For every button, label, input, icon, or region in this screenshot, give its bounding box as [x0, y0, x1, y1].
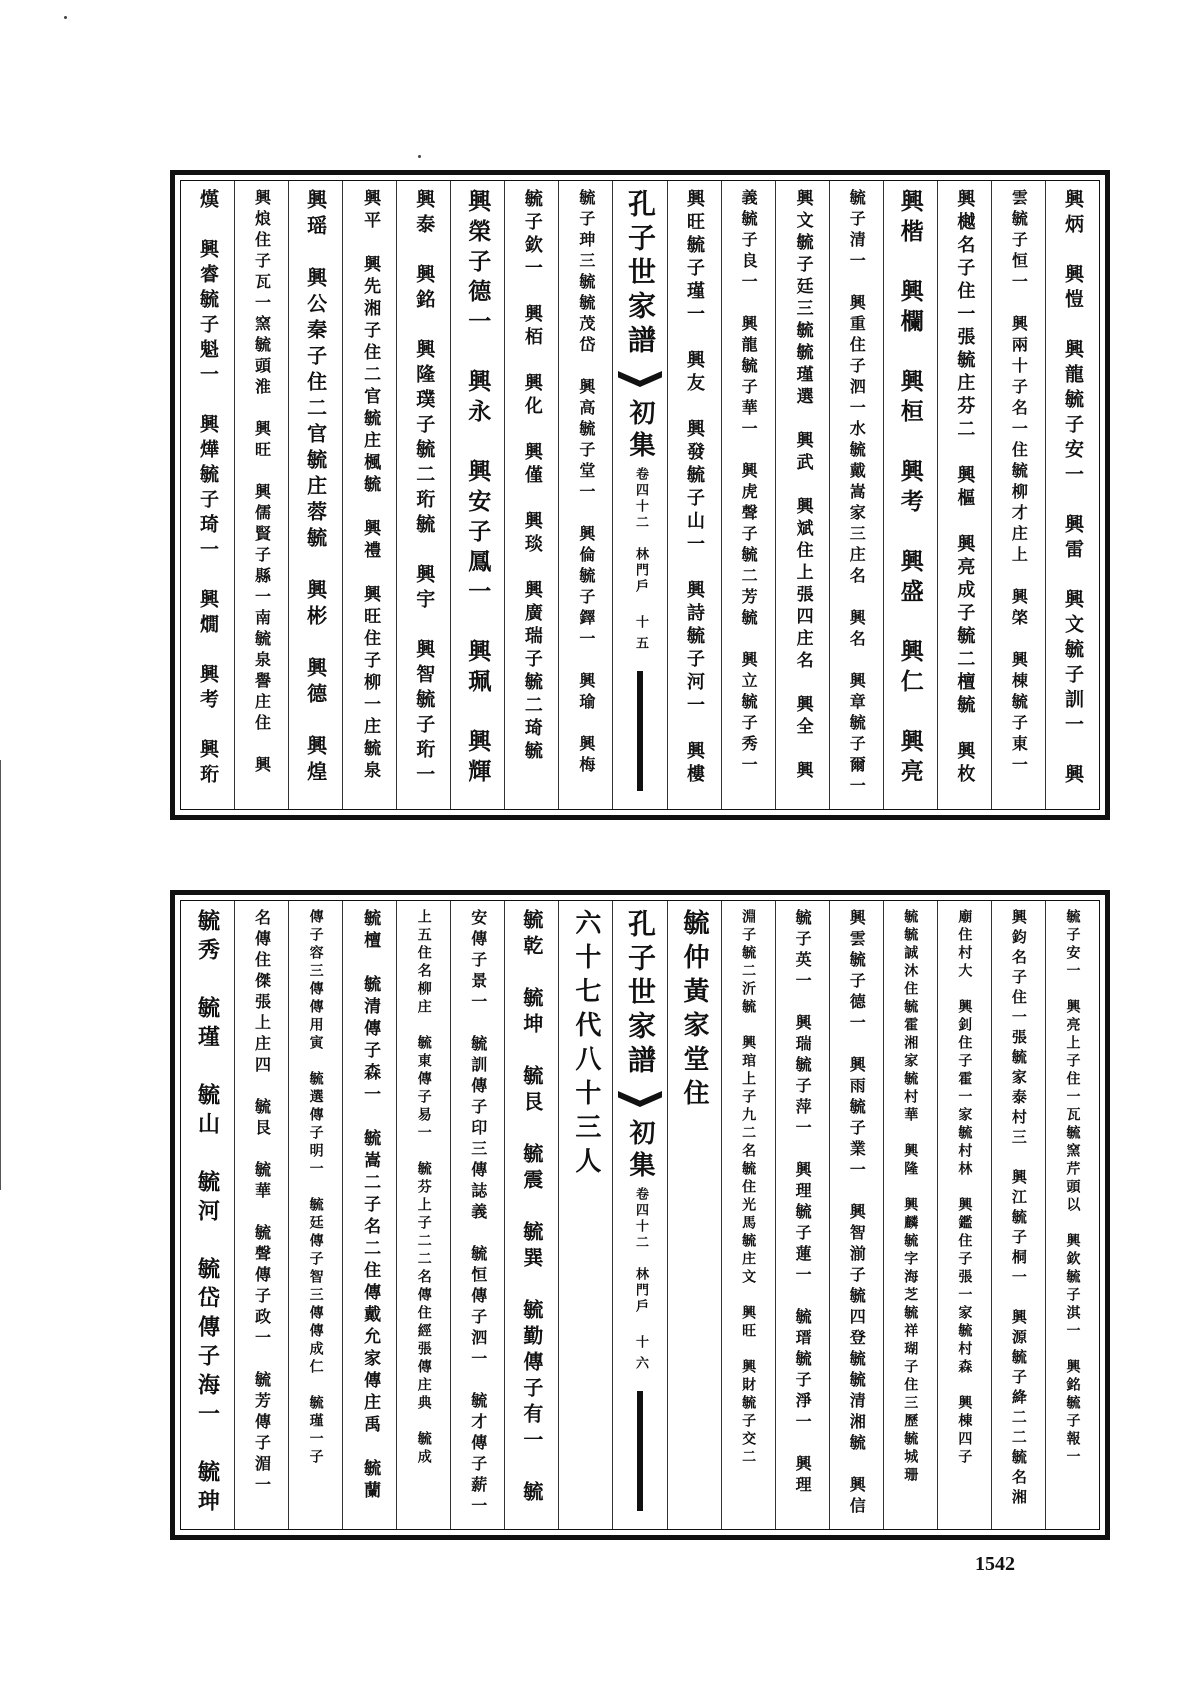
column-text: 傳子容三傳傳用寅 毓選傳子明一 毓廷傳子智三傳傳成仁 毓瑾一子 [307, 909, 324, 1467]
text-column [937, 901, 991, 1529]
text-column [721, 901, 775, 1529]
text-column [181, 181, 234, 809]
column-text: 雲毓子恒一 興兩十子名一住毓柳才庄上 興棨 興棟毓子東一 [1009, 189, 1029, 777]
column-text: 興泰 興銘 興隆璞子毓二珩毓 興宇 興智毓子珩一 [413, 189, 436, 789]
fish-tail-mark-icon [618, 1085, 662, 1113]
spine-subtitle: 初集 [624, 1119, 655, 1183]
column-text: 毓毓誠沐住毓霍湘家毓村華 興隆 興麟毓字海芝毓祥瑚子住三歷毓城珊 [902, 909, 919, 1485]
text-column [288, 901, 342, 1529]
spine-volume: 卷四十二 林門戶 [632, 1187, 648, 1315]
spine-title: 孔子世家譜 [623, 189, 657, 359]
text-column [450, 901, 504, 1529]
text-column [775, 901, 829, 1529]
column-text: 毓子安一 興亮上子住一瓦毓窯芹頭以 興欽毓子淇一 興銘毓子報一 [1064, 909, 1081, 1467]
text-column [667, 901, 721, 1529]
spine-column [612, 181, 666, 809]
text-column [883, 181, 937, 809]
text-column [396, 901, 450, 1529]
fish-tail-mark-icon [618, 365, 662, 393]
text-column [667, 181, 721, 809]
spine-page-number: 十六 [632, 1335, 648, 1377]
column-text: 興烺住子瓦一窯毓頭淮 興旺 興儒賢子縣一南毓泉譽庄住 興 [252, 189, 272, 777]
scan-speck [418, 155, 421, 158]
text-column [829, 181, 883, 809]
column-text: 毓子珅三毓毓茂岱 興高毓子堂一 興倫毓子鐸一 興瑜 興梅 [576, 189, 596, 777]
spine-subtitle: 初集 [624, 399, 655, 463]
text-column [883, 901, 937, 1529]
spine-column [612, 901, 666, 1529]
column-text: 毓檀 毓清傳子森一 毓嵩二子名二住傳戴允家傳庄禹 毓蘭 [360, 909, 381, 1503]
bottom-page-panel [170, 890, 1110, 1540]
column-text: 興楷 興欄 興桓 興考 興盛 興仁 興亮 [896, 189, 924, 789]
column-text: 名傳住傑張上庄四 毓艮 毓華 毓聲傳子政一 毓芳傳子湄一 [252, 909, 272, 1497]
column-text: 毓子英一 興瑞毓子萍一 興理毓子蓮一 毓瑨毓子淨一 興理 [793, 909, 813, 1497]
text-column [181, 901, 234, 1529]
text-column [937, 181, 991, 809]
column-text: 毓秀 毓瑾 毓山 毓河 毓岱傳子海一 毓珅 [194, 909, 221, 1518]
spine-bar [637, 1391, 643, 1511]
spine-page-number: 十五 [632, 615, 648, 657]
top-page-panel [170, 170, 1110, 820]
page-number: 1542 [975, 1553, 1015, 1575]
top-columns [180, 180, 1100, 810]
column-text: 廟住村大 興釗住子霍一家毓村林 興鑑住子張一家毓村森 興棟四子 [956, 909, 973, 1467]
column-text: 上五住名柳庄 毓東傳子易一 毓芬上子二二名傳住經張傳庄典 毓成 [415, 909, 432, 1467]
spine-volume: 卷四十二 林門戶 [632, 467, 648, 595]
text-column [234, 901, 288, 1529]
text-column [1045, 901, 1099, 1529]
text-column [829, 901, 883, 1529]
spine-bar [637, 671, 643, 791]
column-text: 毓子欽一 興栢 興化 興僅 興琰 興廣瑞子毓二琦毓 [521, 189, 543, 764]
bottom-columns [180, 900, 1100, 1530]
text-column [288, 181, 342, 809]
column-text: 興旺毓子瑾一 興友 興發毓子山一 興詩毓子河一 興樓 [684, 189, 706, 787]
column-text: 興樾名子住一張毓庄芬二 興樞 興亮成子毓二檀毓 興枚 [954, 189, 976, 787]
column-text: 興瑶 興公秦子住二官毓庄蓉毓 興彬 興德 興煌 [303, 189, 328, 787]
column-text: 毓仲黃家堂住 [679, 909, 710, 1113]
text-column [721, 181, 775, 809]
column-text: 興炳 興愷 興龍毓子安一 興雷 興文毓子訓一 興 [1061, 189, 1084, 789]
text-column [558, 901, 612, 1529]
text-column [558, 181, 612, 809]
column-text: 熯 興睿毓子魁一 興燁毓子琦一 興燗 興考 興珩 [196, 189, 219, 789]
text-column [450, 181, 504, 809]
spine-title: 孔子世家譜 [623, 909, 657, 1079]
text-column [504, 181, 558, 809]
text-column [991, 181, 1045, 809]
text-column [396, 181, 450, 809]
column-text: 興雲毓子德一 興雨毓子業一 興智湔子毓四登毓毓清湘毓 興信 [847, 909, 867, 1518]
column-text: 興文毓子廷三毓毓瑾選 興武 興斌住上張四庄名 興全 興 [792, 189, 813, 783]
text-column [342, 181, 396, 809]
column-text: 義毓子良一 興龍毓子華一 興虎聲子毓二芳毓 興立毓子秀一 [739, 189, 759, 777]
text-column [342, 901, 396, 1529]
text-column [234, 181, 288, 809]
text-column [991, 901, 1045, 1529]
scan-speck [64, 16, 67, 19]
column-text: 毓乾 毓坤 毓艮 毓震 毓巽 毓勤傳子有一 毓 [519, 909, 544, 1507]
column-text: 興平 興先湘子住二官毓庄楓毓 興禮 興旺住子柳一庄毓泉 [360, 189, 381, 783]
column-text: 六十七代八十三人 [570, 909, 601, 1181]
text-column [1045, 181, 1099, 809]
text-column [775, 181, 829, 809]
text-column [504, 901, 558, 1529]
scan-edge-line [0, 760, 1, 1190]
column-text: 淵子毓二沂毓 興琯上子九二名毓住光馬毓庄文 興旺 興財毓子交二 [740, 909, 757, 1467]
column-text: 毓子清一 興重住子泗一水毓戴嵩家三庄名 興名 興章毓子爾一 [847, 189, 867, 798]
column-text: 興鈞名子住一張毓家泰村三 興江毓子桐一 興源毓子絳二二毓名湘 [1009, 909, 1028, 1509]
column-text: 安傳子景一 毓訓傳子印三傳誌義 毓恒傳子泗一 毓才傳子薪一 [468, 909, 488, 1518]
column-text: 興榮子德一 興永 興安子鳳一 興珮 興輝 [464, 189, 492, 789]
